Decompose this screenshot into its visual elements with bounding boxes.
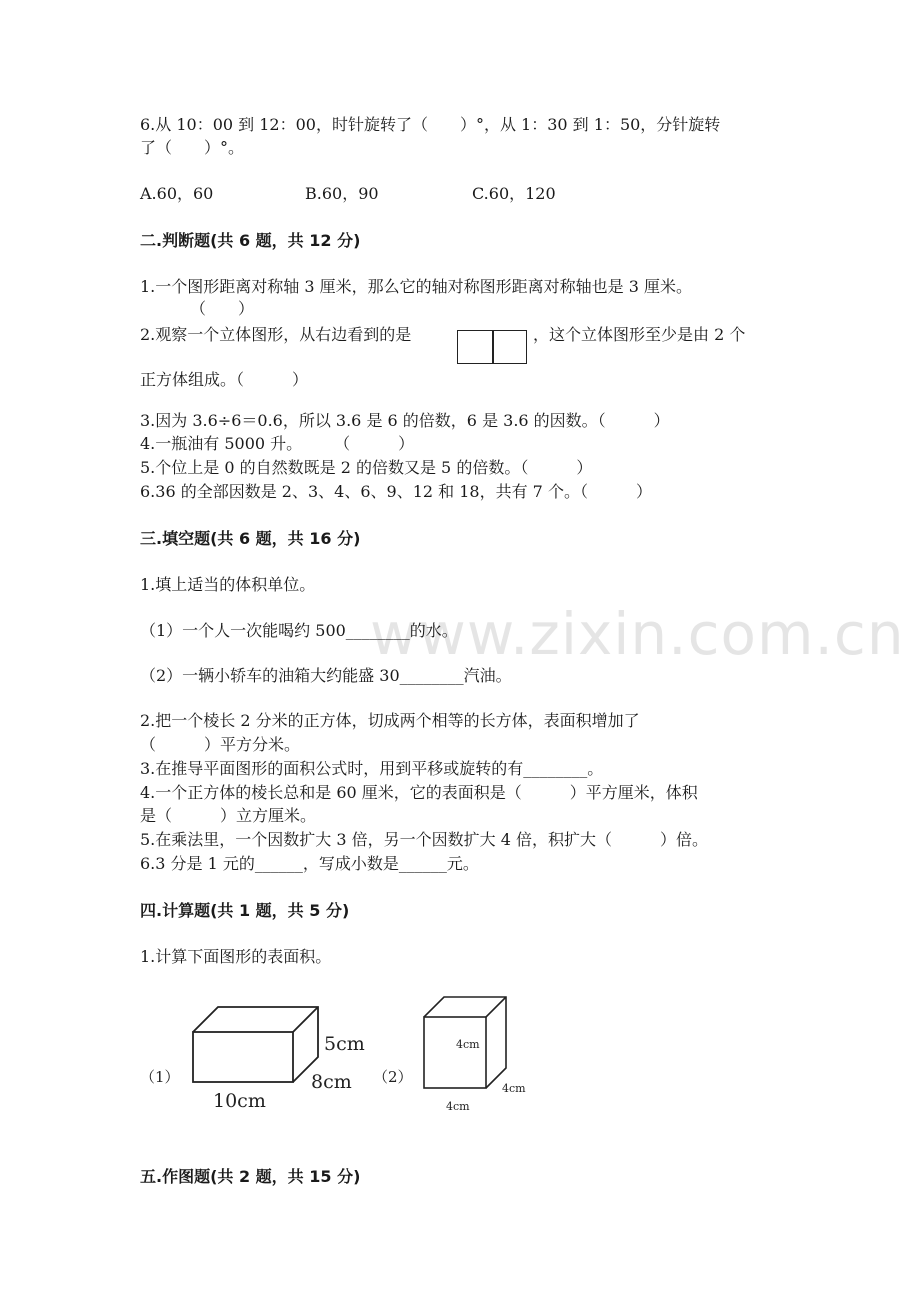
- q6-text-line1: 6.从 10：00 到 12：00，时针旋转了（ ）°，从 1：30 到 1：50，分针旋转: [140, 115, 721, 134]
- q6-text-line2: 了（ ）°。: [140, 138, 245, 157]
- q6-option-a: A.60，60: [140, 184, 214, 203]
- section-3-title: 三.填空题(共 6 题，共 16 分): [140, 529, 361, 548]
- section-2-title: 二.判断题(共 6 题，共 12 分): [140, 231, 361, 250]
- watermark: www.zixin.com.cn: [370, 600, 905, 668]
- fig2-side-label: 4cm: [502, 1082, 526, 1095]
- s3-q5: 5.在乘法里，一个因数扩大 3 倍，另一个因数扩大 4 倍，积扩大（ ）倍。: [140, 830, 708, 849]
- s2-q4: 4.一瓶油有 5000 升。 （ ）: [140, 434, 415, 453]
- s2-q1-line1: 1.一个图形距离对称轴 3 厘米，那么它的轴对称图形距离对称轴也是 3 厘米。: [140, 277, 692, 296]
- s2-q2-part2: ，这个立体图形至少是由 2 个: [533, 325, 746, 344]
- q6-option-c: C.60，120: [472, 184, 556, 203]
- fig1-length-label: 10cm: [213, 1090, 266, 1112]
- fig1-width-label: 8cm: [311, 1071, 352, 1093]
- s4-q1: 1.计算下面图形的表面积。: [140, 947, 332, 966]
- section-5-title: 五.作图题(共 2 题，共 15 分): [140, 1167, 361, 1186]
- s3-q4-line2: 是（ ）立方厘米。: [140, 806, 317, 825]
- s2-q3: 3.因为 3.6÷6＝0.6，所以 3.6 是 6 的倍数，6 是 3.6 的因数。（ ）: [140, 411, 670, 430]
- section-4-title: 四.计算题(共 1 题，共 5 分): [140, 901, 350, 920]
- fig2-front-label: 4cm: [456, 1038, 480, 1051]
- s3-q2-line1: 2.把一个棱长 2 分米的正方体，切成两个相等的长方体，表面积增加了: [140, 711, 640, 730]
- s3-q3: 3.在推导平面图形的面积公式时，用到平移或旋转的有________。: [140, 759, 604, 778]
- s2-q5: 5.个位上是 0 的自然数既是 2 的倍数又是 5 的倍数。（ ）: [140, 458, 593, 477]
- s2-q2-part1: 2.观察一个立体图形，从右边看到的是: [140, 325, 412, 344]
- s3-q1: 1.填上适当的体积单位。: [140, 575, 316, 594]
- cuboid-figure: [193, 1007, 318, 1082]
- fig1-height-label: 5cm: [324, 1033, 365, 1055]
- q6-option-b: B.60，90: [305, 184, 379, 203]
- surface-area-figures: [0, 985, 920, 1145]
- fig2-label: （2）: [373, 1068, 413, 1086]
- s2-q1-line2: （ ）: [190, 299, 255, 318]
- s3-q4-line1: 4.一个正方体的棱长总和是 60 厘米，它的表面积是（ ）平方厘米，体积: [140, 783, 698, 802]
- s3-q6: 6.3 分是 1 元的______，写成小数是______元。: [140, 854, 479, 873]
- s3-q1-a: （1）一个人一次能喝约 500________的水。: [140, 621, 458, 640]
- right-view-figure: [457, 330, 527, 364]
- s3-q1-b: （2）一辆小轿车的油箱大约能盛 30________汽油。: [140, 666, 512, 685]
- s2-q2-line2: 正方体组成。（ ）: [140, 370, 309, 389]
- fig2-bottom-label: 4cm: [446, 1100, 470, 1113]
- s3-q2-line2: （ ）平方分米。: [140, 735, 301, 754]
- fig1-label: （1）: [140, 1068, 180, 1086]
- s2-q6: 6.36 的全部因数是 2、3、4、6、9、12 和 18，共有 7 个。（ ）: [140, 482, 652, 501]
